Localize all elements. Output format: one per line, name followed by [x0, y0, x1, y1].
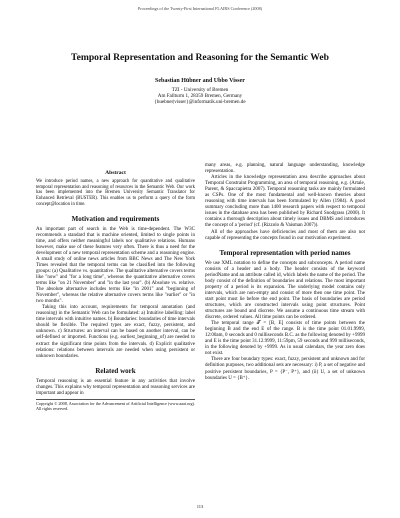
paragraph: Temporal reasoning is an essential feature in any activities that involve changes. This explains why temporal representation and reasoning services are important and appear in [36, 378, 195, 396]
left-column [36, 162, 195, 411]
paragraph: We use XML notation to define the concepts and subconcepts. A period name consists of a header and a body. The header consists of the keyword periodName and an attribute called id, which labels the name of the period. The body consist of the definition of boundaries and relations. The most important property of a period is its expansion. The underlying model contains only intervals, which are non-empty and consist of more then one time point. The start point must lie before the end point. The basis of boundaries are period structures, which are constructed intervals using point structures. Point structures are bound and discrete. We assume a continuous time stream with discrete, ordered values. All time points can be ordered. [205, 260, 365, 321]
copyright-notice: Copyright © 2008, Association for the Advancement of Artificial Intelligence (www.aaai.org). All rights reserved. [36, 400, 195, 411]
paragraph: All of the approaches have deficiencies and most of them are also not capable of representing the concepts found in our motivation experiment. [205, 229, 365, 241]
paper-authors: Sebastian Hübner and Ubbo Visser [155, 78, 245, 84]
section-heading-motivation: Motivation and requirements [71, 214, 160, 223]
affiliation-line: TZI - University of Bremen [171, 87, 229, 93]
paragraph: There are four boundary types: exact, fuzzy, persistent and unknown and for definition purposes, two additional sets are necessary: i) P, a set of negative and positive persistent boundaries, P = {P⁻, P⁺}, and (ii) U, a set of unknown boundaries U = {B⁺}. [205, 357, 365, 381]
paper-affiliation [0, 87, 400, 106]
paper-title: Temporal Representation and Reasoning for the Semantic Web [71, 52, 329, 63]
paragraph: Taking this into account, requirements for temporal annotation (and reasoning) in the Semantic Web can be formulated: a) Intuitive labelling: label time intervals with intuitive names. b) Boundaries: boundaries of time intervals should be flexible. The required types are exact, fuzzy, persistent, and unknown. c) Structures: an interval can be based on another interval, can be self-defined or imported. Functions (e.g. earliest_beginning_of) are needed to extract the significant time points from the intervals. d) Explicit qualitative relations: relations between intervals are needed when using persistent or unknown boundaries. [36, 305, 195, 359]
proceedings-header: Proceedings of the Twenty-First International FLAIRS Conference (2008) [137, 6, 263, 11]
affiliation-line: Am Fallturm 1, 28359 Bremen, Germany [157, 93, 243, 100]
section-heading-period-names: Temporal representation with period names [219, 248, 351, 257]
abstract-heading: Abstract [105, 170, 126, 176]
paragraph: An important part of search in the Web is time-dependent. The W3C recommends a standard that is machine oriented, limited to single points in time, and offers neither meaningful labels nor qualitative relations. Humans however, make use of these features very often. There is thus a need for the development of a new temporal representation scheme and a reasoning engine. A small study of online news articles from BBC News and The New York Times revealed that the temporal terms can be classified into the following groups: (a) Qualitative vs. quantitative. The qualitative alternative covers terms like "now" and "for a long time", whereas the quantitative alternative covers terms like "on 21 November" and "in the last year". (b) Absolute vs. relative. The absolute alternative includes terms like "in 2001" and "beginning of November", whereas the relative alternative covers terms like "earlier" or "in two months". [36, 226, 195, 305]
affiliation-email: {huebner|visser}@informatik.uni-bremen.de [154, 99, 246, 106]
abstract-text: We introduce period names, a new approach for quantitative and qualitative temporal representation and reasoning of resources in the Semantic Web. Our work has been implemented into the Bremen University Semantic Translator for Enhanced Retrieval (BUSTER). This enables us to perform a query of the form concept@location in time. [36, 179, 195, 207]
right-column [205, 163, 365, 382]
page-number: 113 [196, 504, 204, 509]
paragraph: Articles in the knowledge representation area describe approaches about Temporal Constraint Programming, an area of temporal reasoning, e.g. (Artale, Parent, & Spaccapietra 2007). Temporal reasoning tasks are mainly formulated as CSPs. One of the most fundamental and well-known theories about reasoning with time intervals has been formulated by Allen (1984). A good summary concluding more than 1400 research papers with respect to temporal issues in the database area has been published by Richard Snodgrass (2000). It contains a thorough description about timely issues and DBMS and introduces the concept of a 'period' (cf. (Rizzolo & Vaisman 2007)). [205, 175, 365, 229]
paragraph: many areas, e.g. planning, natural language understanding, knowledge representation. [205, 163, 365, 175]
section-heading-related-work: Related work [95, 366, 136, 375]
paragraph: The temporal range 𝒯 = [B, E] consists of time points between the beginning B and the end E of the range. B is the time point 01.01.9999, 12:00am, 0 seconds and 0 milliseconds B.C. as the following denoted by +9999 and E is the time point 31.12.9999, 11:59pm, 59 seconds and 999 milliseconds, in the following denoted by +9999. As in usual calendars, the year zero does not exist. [205, 321, 365, 357]
